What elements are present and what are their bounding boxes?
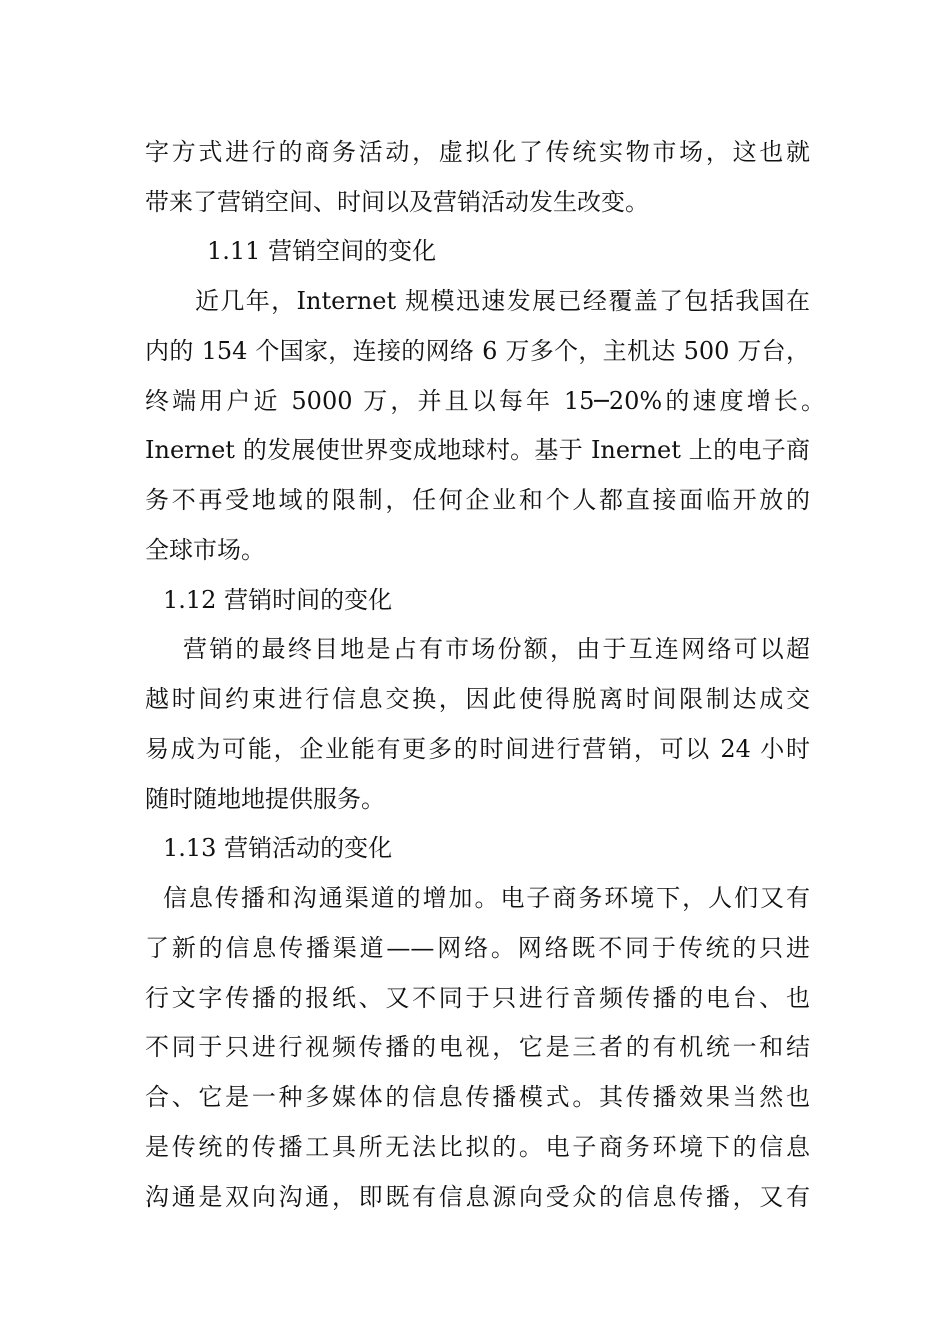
paragraph-line: 合、它是一种多媒体的信息传播模式。其传播效果当然也 [145,1083,810,1111]
paragraph-line: 内的 154 个国家，连接的网络 6 万多个，主机达 500 万台， [145,337,810,365]
paragraph-line: 全球市场。 [145,536,265,564]
section-heading: 1.11 营销空间的变化 [207,237,437,265]
paragraph-line: 沟通是双向沟通，即既有信息源向受众的信息传播，又有 [145,1183,810,1211]
paragraph-line: 带来了营销空间、时间以及营销活动发生改变。 [145,188,649,216]
paragraph-line: 字方式进行的商务活动，虚拟化了传统实物市场，这也就 [145,138,810,166]
paragraph-line: 行文字传播的报纸、又不同于只进行音频传播的电台、也 [145,984,810,1012]
paragraph-line: 不同于只进行视频传播的电视，它是三者的有机统一和结 [145,1033,810,1061]
paragraph-line: 营销的最终目地是占有市场份额，由于互连网络可以超 [183,635,810,663]
paragraph-line: 信息传播和沟通渠道的增加。电子商务环境下，人们又有 [163,884,810,912]
paragraph-line: 了新的信息传播渠道——网络。网络既不同于传统的只进 [145,934,810,962]
paragraph-line: Inernet 的发展使世界变成地球村。基于 Inernet 上的电子商 [145,436,810,464]
paragraph-line: 是传统的传播工具所无法比拟的。电子商务环境下的信息 [145,1133,810,1161]
paragraph-line: 终端用户近 5000 万，并且以每年 15─20%的速度增长。 [145,387,825,415]
paragraph-line: 务不再受地域的限制，任何企业和个人都直接面临开放的 [145,486,810,514]
paragraph-line: 易成为可能，企业能有更多的时间进行营销，可以 24 小时 [145,735,810,763]
paragraph-line: 近几年，Internet 规模迅速发展已经覆盖了包括我国在 [195,287,810,315]
paragraph-line: 越时间约束进行信息交换，因此使得脱离时间限制达成交 [145,685,810,713]
section-heading: 1.13 营销活动的变化 [163,834,393,862]
paragraph-line: 随时随地地提供服务。 [145,785,385,813]
section-heading: 1.12 营销时间的变化 [163,586,393,614]
